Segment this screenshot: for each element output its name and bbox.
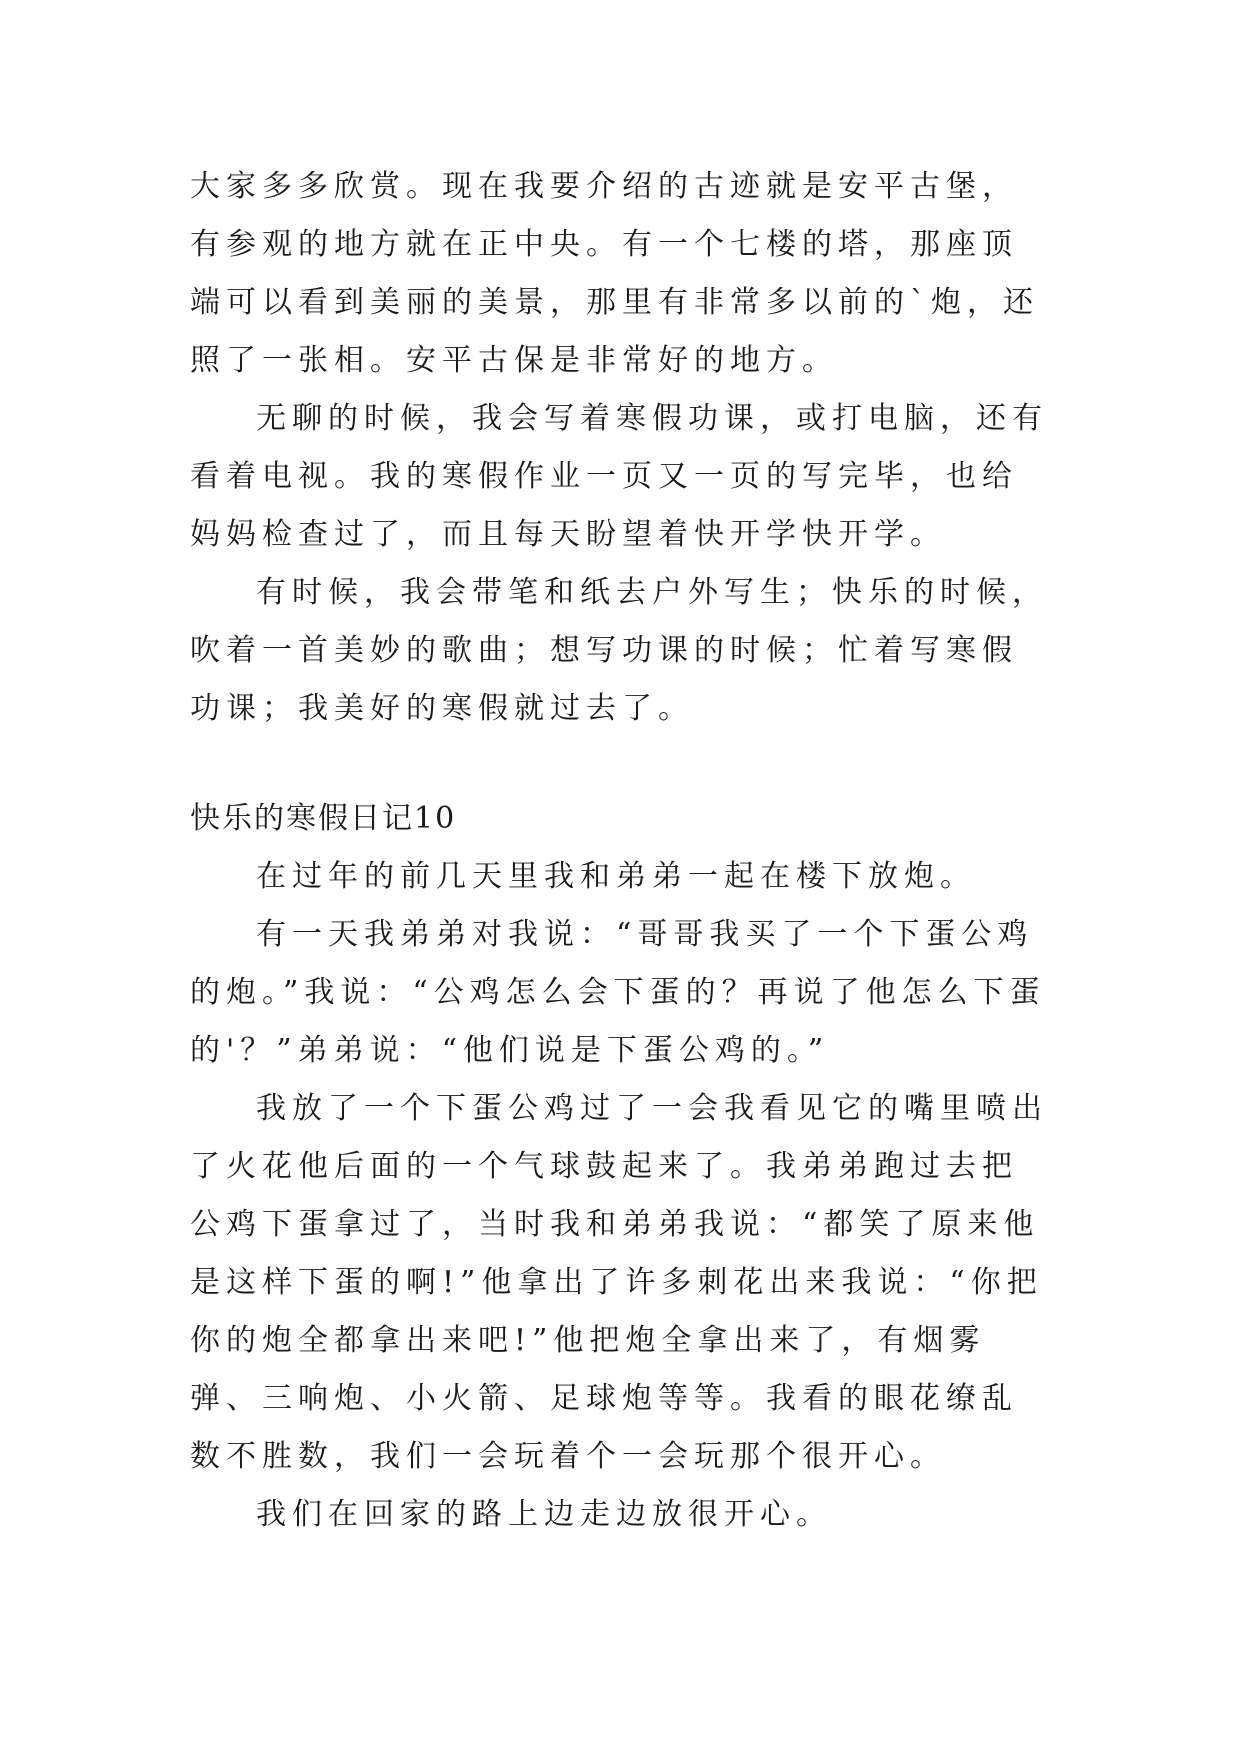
paragraph-bored-activities: 无聊的时候，我会写着寒假功课，或打电脑，还有看着电视。我的寒假作业一页又一页的写完毕，也给妈妈检查过了，而且每天盼望着快开学快开学。	[190, 401, 1048, 552]
paragraph-setting-off-firecrackers: 我放了一个下蛋公鸡过了一会我看见它的嘴里喷出了火花他后面的一个气球鼓起来了。我弟弟跑过去把公鸡下蛋拿过了，当时我和弟弟我说：“都笑了原来他是这样下蛋的啊!”他拿出了许多刺花出来我说：“你把你的炮全都拿出来吧!”他把炮全拿出来了，有烟雾弹、三响炮、小火箭、足球炮等等。我看的眼花缭乱数不胜数，我们一会玩着个一会玩那个很开心。	[190, 1091, 1048, 1474]
paragraph-firecrackers-intro: 在过年的前几天里我和弟弟一起在楼下放炮。	[256, 859, 976, 894]
paragraph-ancient-fort: 大家多多欣赏。现在我要介绍的古迹就是安平古堡，有参观的地方就在正中央。有一个七楼的塔，那座顶端可以看到美丽的美景，那里有非常多以前的`炮，还照了一张相。安平古保是非常好的地方。	[190, 169, 1039, 378]
entry-title: 快乐的寒假日记10	[190, 801, 457, 836]
paragraph-walking-home: 我们在回家的路上边走边放很开心。	[256, 1497, 832, 1532]
paragraph-holiday-end: 有时候，我会带笔和纸去户外写生；快乐的时候，吹着一首美妙的歌曲；想写功课的时候；忙着写寒假功课；我美好的寒假就过去了。	[190, 575, 1048, 726]
paragraph-egg-laying-rooster: 有一天我弟弟对我说：“哥哥我买了一个下蛋公鸡的炮。”我说：“公鸡怎么会下蛋的？再说了他怎么下蛋的'？”弟弟说：“他们说是下蛋公鸡的。”	[190, 917, 1046, 1068]
diary-continuation-section	[190, 158, 1052, 738]
diary-entry-10-section	[190, 790, 1052, 1544]
